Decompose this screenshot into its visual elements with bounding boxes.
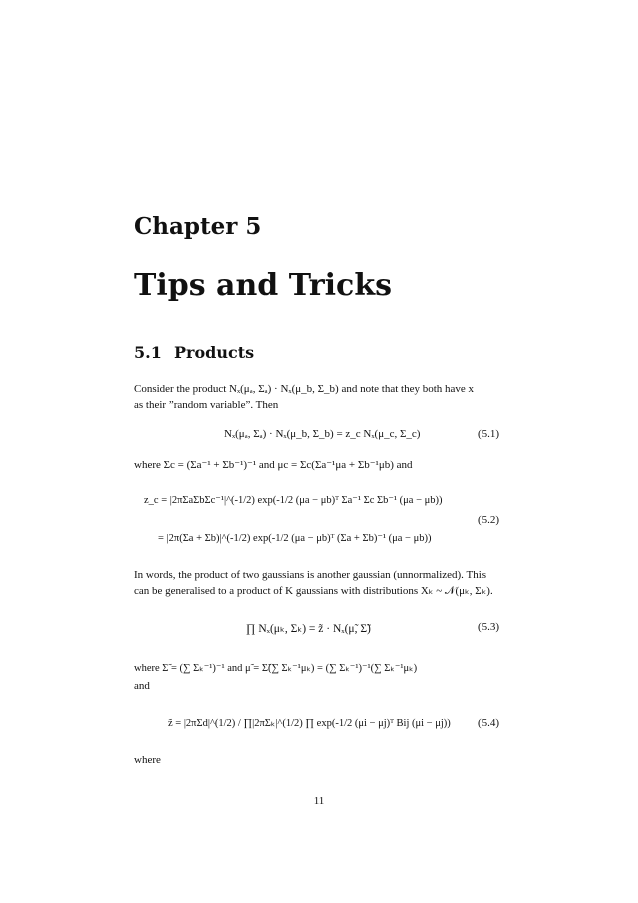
- chapter-title: Tips and Tricks: [134, 268, 392, 303]
- page-number: 11: [313, 795, 325, 807]
- words-line-2: can be generalised to a product of K gaussians with distributions Xₖ ~ 𝒩(μₖ, Σₖ).: [134, 585, 493, 597]
- section-heading: [134, 343, 254, 362]
- equation-5-4: z̃ = |2πΣd|^(1/2) / ∏|2πΣₖ|^(1/2) ∏ exp(-1/2 (μi − μj)ᵀ Bij (μi − μj)): [168, 718, 451, 729]
- equation-5-3: ∏ Nₓ(μₖ, Σₖ) = z̃ · Nₓ(μ̃, Σ̃): [246, 623, 371, 635]
- equation-number-5-1: (5.1): [478, 428, 500, 440]
- equation-5-1: Nₓ(μₐ, Σₐ) · Nₓ(μ_b, Σ_b) = z_c Nₓ(μ_c, Σ_c): [224, 428, 421, 440]
- equation-5-2-line-2: = |2π(Σa + Σb)|^(-1/2) exp(-1/2 (μa − μb)ᵀ (Σa + Σb)⁻¹ (μa − μb)): [158, 533, 432, 544]
- section-title: Products: [174, 343, 255, 362]
- where-sigma-c-line: where Σc = (Σa⁻¹ + Σb⁻¹)⁻¹ and μc = Σc(Σa⁻¹μa + Σb⁻¹μb) and: [134, 459, 413, 471]
- and-line: and: [134, 680, 150, 692]
- words-line-1: In words, the product of two gaussians is another gaussian (unnormalized). This: [134, 569, 487, 581]
- chapter-label: Chapter 5: [134, 213, 262, 240]
- equation-5-2-line-1: z_c = |2πΣaΣbΣc⁻¹|^(-1/2) exp(-1/2 (μa − μb)ᵀ Σa⁻¹ Σc Σb⁻¹ (μa − μb)): [144, 495, 443, 506]
- intro-line-1: Consider the product Nₓ(μₐ, Σₐ) · Nₓ(μ_b, Σ_b) and note that they both have x: [134, 383, 475, 395]
- intro-line-2: as their ”random variable”. Then: [134, 399, 279, 411]
- where-sigma-tilde-line: where Σ̃ = (∑ Σₖ⁻¹)⁻¹ and μ̃ = Σ̃(∑ Σₖ⁻¹μₖ) = (∑ Σₖ⁻¹)⁻¹(∑ Σₖ⁻¹μₖ): [134, 663, 418, 674]
- equation-number-5-2: (5.2): [478, 514, 500, 526]
- equation-number-5-3: (5.3): [478, 621, 500, 633]
- equation-number-5-4: (5.4): [478, 717, 500, 729]
- where-final: where: [134, 754, 161, 766]
- section-number: 5.1: [134, 343, 162, 362]
